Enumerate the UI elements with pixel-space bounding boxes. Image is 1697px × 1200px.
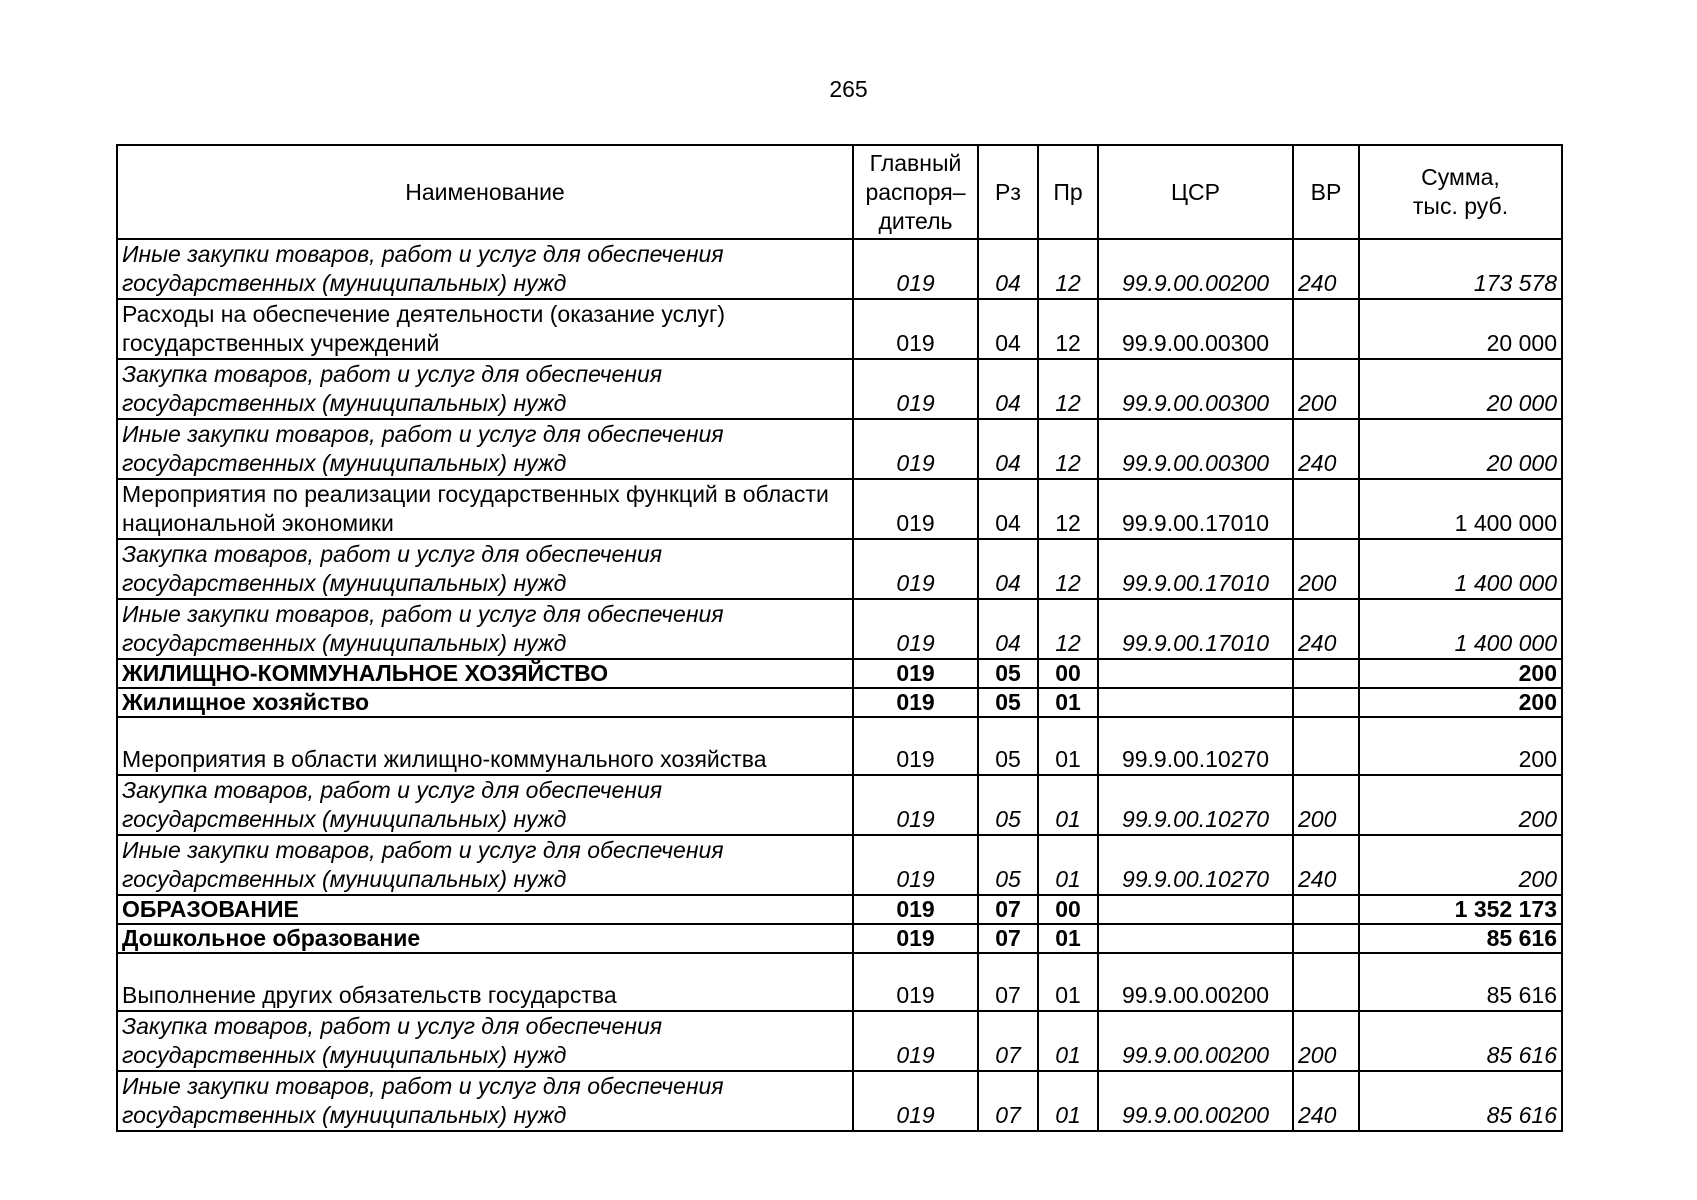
cell-rz: 05 — [978, 775, 1038, 835]
cell-glav: 019 — [853, 688, 978, 717]
cell-rz: 04 — [978, 479, 1038, 539]
cell-vr: 200 — [1293, 775, 1359, 835]
cell-sum: 173 578 — [1359, 239, 1562, 299]
cell-vr — [1293, 479, 1359, 539]
cell-rz: 04 — [978, 539, 1038, 599]
cell-pr: 12 — [1038, 599, 1098, 659]
table-row — [117, 1071, 1562, 1131]
cell-sum: 1 352 173 — [1359, 895, 1562, 924]
cell-glav: 019 — [853, 539, 978, 599]
cell-glav: 019 — [853, 895, 978, 924]
cell-rz: 04 — [978, 239, 1038, 299]
cell-rz: 07 — [978, 895, 1038, 924]
cell-pr: 01 — [1038, 953, 1098, 1011]
cell-sum: 85 616 — [1359, 1071, 1562, 1131]
cell-pr: 12 — [1038, 299, 1098, 359]
cell-name: Выполнение других обязательств государства — [117, 953, 853, 1011]
table-row — [117, 659, 1562, 688]
cell-name: Закупка товаров, работ и услуг для обеспечения государственных (муниципальных) нужд — [117, 539, 853, 599]
cell-vr: 200 — [1293, 1011, 1359, 1071]
header-vr: ВР — [1293, 145, 1359, 239]
cell-csr: 99.9.00.10270 — [1098, 835, 1293, 895]
cell-sum: 20 000 — [1359, 359, 1562, 419]
cell-pr: 12 — [1038, 359, 1098, 419]
cell-vr — [1293, 895, 1359, 924]
cell-vr — [1293, 688, 1359, 717]
cell-vr: 240 — [1293, 239, 1359, 299]
table-row — [117, 775, 1562, 835]
cell-vr: 240 — [1293, 599, 1359, 659]
cell-rz: 05 — [978, 659, 1038, 688]
cell-sum: 200 — [1359, 835, 1562, 895]
cell-glav: 019 — [853, 775, 978, 835]
cell-vr: 200 — [1293, 539, 1359, 599]
cell-glav: 019 — [853, 924, 978, 953]
cell-glav: 019 — [853, 659, 978, 688]
table-row — [117, 835, 1562, 895]
cell-vr — [1293, 717, 1359, 775]
table-row — [117, 239, 1562, 299]
cell-name: Закупка товаров, работ и услуг для обеспечения государственных (муниципальных) нужд — [117, 775, 853, 835]
cell-vr — [1293, 924, 1359, 953]
cell-name: Жилищное хозяйство — [117, 688, 853, 717]
cell-glav: 019 — [853, 835, 978, 895]
table-row — [117, 1011, 1562, 1071]
cell-name: Закупка товаров, работ и услуг для обеспечения государственных (муниципальных) нужд — [117, 359, 853, 419]
budget-table — [116, 144, 1563, 1132]
cell-csr: 99.9.00.00300 — [1098, 299, 1293, 359]
cell-rz: 04 — [978, 359, 1038, 419]
header-csr: ЦСР — [1098, 145, 1293, 239]
cell-sum: 85 616 — [1359, 924, 1562, 953]
table-row — [117, 924, 1562, 953]
cell-csr: 99.9.00.10270 — [1098, 717, 1293, 775]
cell-csr: 99.9.00.00300 — [1098, 419, 1293, 479]
cell-pr: 01 — [1038, 835, 1098, 895]
cell-vr: 240 — [1293, 1071, 1359, 1131]
cell-sum: 200 — [1359, 775, 1562, 835]
cell-name: Иные закупки товаров, работ и услуг для обеспечения государственных (муниципальных) нужд — [117, 1071, 853, 1131]
header-rz: Рз — [978, 145, 1038, 239]
cell-csr: 99.9.00.17010 — [1098, 479, 1293, 539]
cell-csr: 99.9.00.00300 — [1098, 359, 1293, 419]
header-glav-line3: дитель — [878, 207, 953, 234]
cell-name: Мероприятия в области жилищно-коммунального хозяйства — [117, 717, 853, 775]
cell-name: Иные закупки товаров, работ и услуг для обеспечения государственных (муниципальных) нужд — [117, 419, 853, 479]
cell-csr: 99.9.00.17010 — [1098, 539, 1293, 599]
table-row — [117, 895, 1562, 924]
header-pr: Пр — [1038, 145, 1098, 239]
cell-vr — [1293, 953, 1359, 1011]
cell-pr: 01 — [1038, 717, 1098, 775]
cell-rz: 05 — [978, 717, 1038, 775]
header-name: Наименование — [117, 145, 853, 239]
cell-sum: 1 400 000 — [1359, 539, 1562, 599]
cell-csr — [1098, 688, 1293, 717]
cell-pr: 00 — [1038, 659, 1098, 688]
table-row — [117, 299, 1562, 359]
page-number: 265 — [829, 76, 868, 102]
cell-glav: 019 — [853, 1071, 978, 1131]
header-glav — [853, 145, 978, 239]
header-sum-line2: тыс. руб. — [1412, 193, 1509, 219]
table-body — [117, 239, 1562, 1131]
cell-glav: 019 — [853, 419, 978, 479]
cell-csr: 99.9.00.00200 — [1098, 953, 1293, 1011]
cell-pr: 01 — [1038, 1011, 1098, 1071]
cell-pr: 12 — [1038, 479, 1098, 539]
cell-sum: 20 000 — [1359, 419, 1562, 479]
cell-sum: 20 000 — [1359, 299, 1562, 359]
cell-sum: 200 — [1359, 688, 1562, 717]
cell-vr — [1293, 299, 1359, 359]
table-row — [117, 539, 1562, 599]
header-glav-line2: распоря– — [865, 178, 966, 205]
cell-name: Закупка товаров, работ и услуг для обеспечения государственных (муниципальных) нужд — [117, 1011, 853, 1071]
cell-glav: 019 — [853, 299, 978, 359]
cell-glav: 019 — [853, 599, 978, 659]
cell-rz: 07 — [978, 924, 1038, 953]
table-row — [117, 717, 1562, 775]
cell-sum: 200 — [1359, 717, 1562, 775]
cell-csr: 99.9.00.17010 — [1098, 599, 1293, 659]
cell-name: Дошкольное образование — [117, 924, 853, 953]
cell-vr — [1293, 659, 1359, 688]
cell-name: Иные закупки товаров, работ и услуг для обеспечения государственных (муниципальных) нужд — [117, 599, 853, 659]
cell-vr: 240 — [1293, 419, 1359, 479]
cell-rz: 07 — [978, 1071, 1038, 1131]
cell-rz: 05 — [978, 835, 1038, 895]
table-row — [117, 419, 1562, 479]
cell-name: ОБРАЗОВАНИЕ — [117, 895, 853, 924]
cell-sum: 85 616 — [1359, 1011, 1562, 1071]
cell-pr: 12 — [1038, 239, 1098, 299]
cell-glav: 019 — [853, 1011, 978, 1071]
cell-pr: 01 — [1038, 688, 1098, 717]
cell-name: Расходы на обеспечение деятельности (оказание услуг) государственных учреждений — [117, 299, 853, 359]
cell-rz: 07 — [978, 1011, 1038, 1071]
cell-csr — [1098, 895, 1293, 924]
cell-pr: 01 — [1038, 1071, 1098, 1131]
cell-csr: 99.9.00.00200 — [1098, 1071, 1293, 1131]
cell-rz: 04 — [978, 299, 1038, 359]
cell-rz: 07 — [978, 953, 1038, 1011]
cell-sum: 1 400 000 — [1359, 479, 1562, 539]
cell-glav: 019 — [853, 717, 978, 775]
cell-rz: 04 — [978, 419, 1038, 479]
cell-csr: 99.9.00.00200 — [1098, 1011, 1293, 1071]
table-row — [117, 599, 1562, 659]
cell-rz: 04 — [978, 599, 1038, 659]
cell-name: Мероприятия по реализации государственных функций в области национальной экономики — [117, 479, 853, 539]
cell-sum: 85 616 — [1359, 953, 1562, 1011]
header-sum-line1: Сумма, — [1421, 164, 1500, 190]
cell-csr: 99.9.00.10270 — [1098, 775, 1293, 835]
cell-vr: 240 — [1293, 835, 1359, 895]
cell-glav: 019 — [853, 239, 978, 299]
cell-pr: 12 — [1038, 419, 1098, 479]
table-row — [117, 479, 1562, 539]
cell-name: Иные закупки товаров, работ и услуг для обеспечения государственных (муниципальных) нужд — [117, 835, 853, 895]
cell-csr — [1098, 659, 1293, 688]
header-glav-line1: Главный — [869, 149, 962, 176]
cell-vr: 200 — [1293, 359, 1359, 419]
cell-pr: 01 — [1038, 924, 1098, 953]
cell-name: Иные закупки товаров, работ и услуг для обеспечения государственных (муниципальных) нужд — [117, 239, 853, 299]
cell-pr: 00 — [1038, 895, 1098, 924]
cell-sum: 1 400 000 — [1359, 599, 1562, 659]
header-row — [117, 145, 1562, 239]
cell-pr: 12 — [1038, 539, 1098, 599]
cell-sum: 200 — [1359, 659, 1562, 688]
table-row — [117, 688, 1562, 717]
cell-glav: 019 — [853, 479, 978, 539]
header-sum — [1359, 145, 1562, 239]
table-row — [117, 953, 1562, 1011]
cell-rz: 05 — [978, 688, 1038, 717]
cell-csr — [1098, 924, 1293, 953]
cell-name: ЖИЛИЩНО-КОММУНАЛЬНОЕ ХОЗЯЙСТВО — [117, 659, 853, 688]
cell-glav: 019 — [853, 359, 978, 419]
table-row — [117, 359, 1562, 419]
cell-glav: 019 — [853, 953, 978, 1011]
cell-pr: 01 — [1038, 775, 1098, 835]
cell-csr: 99.9.00.00200 — [1098, 239, 1293, 299]
